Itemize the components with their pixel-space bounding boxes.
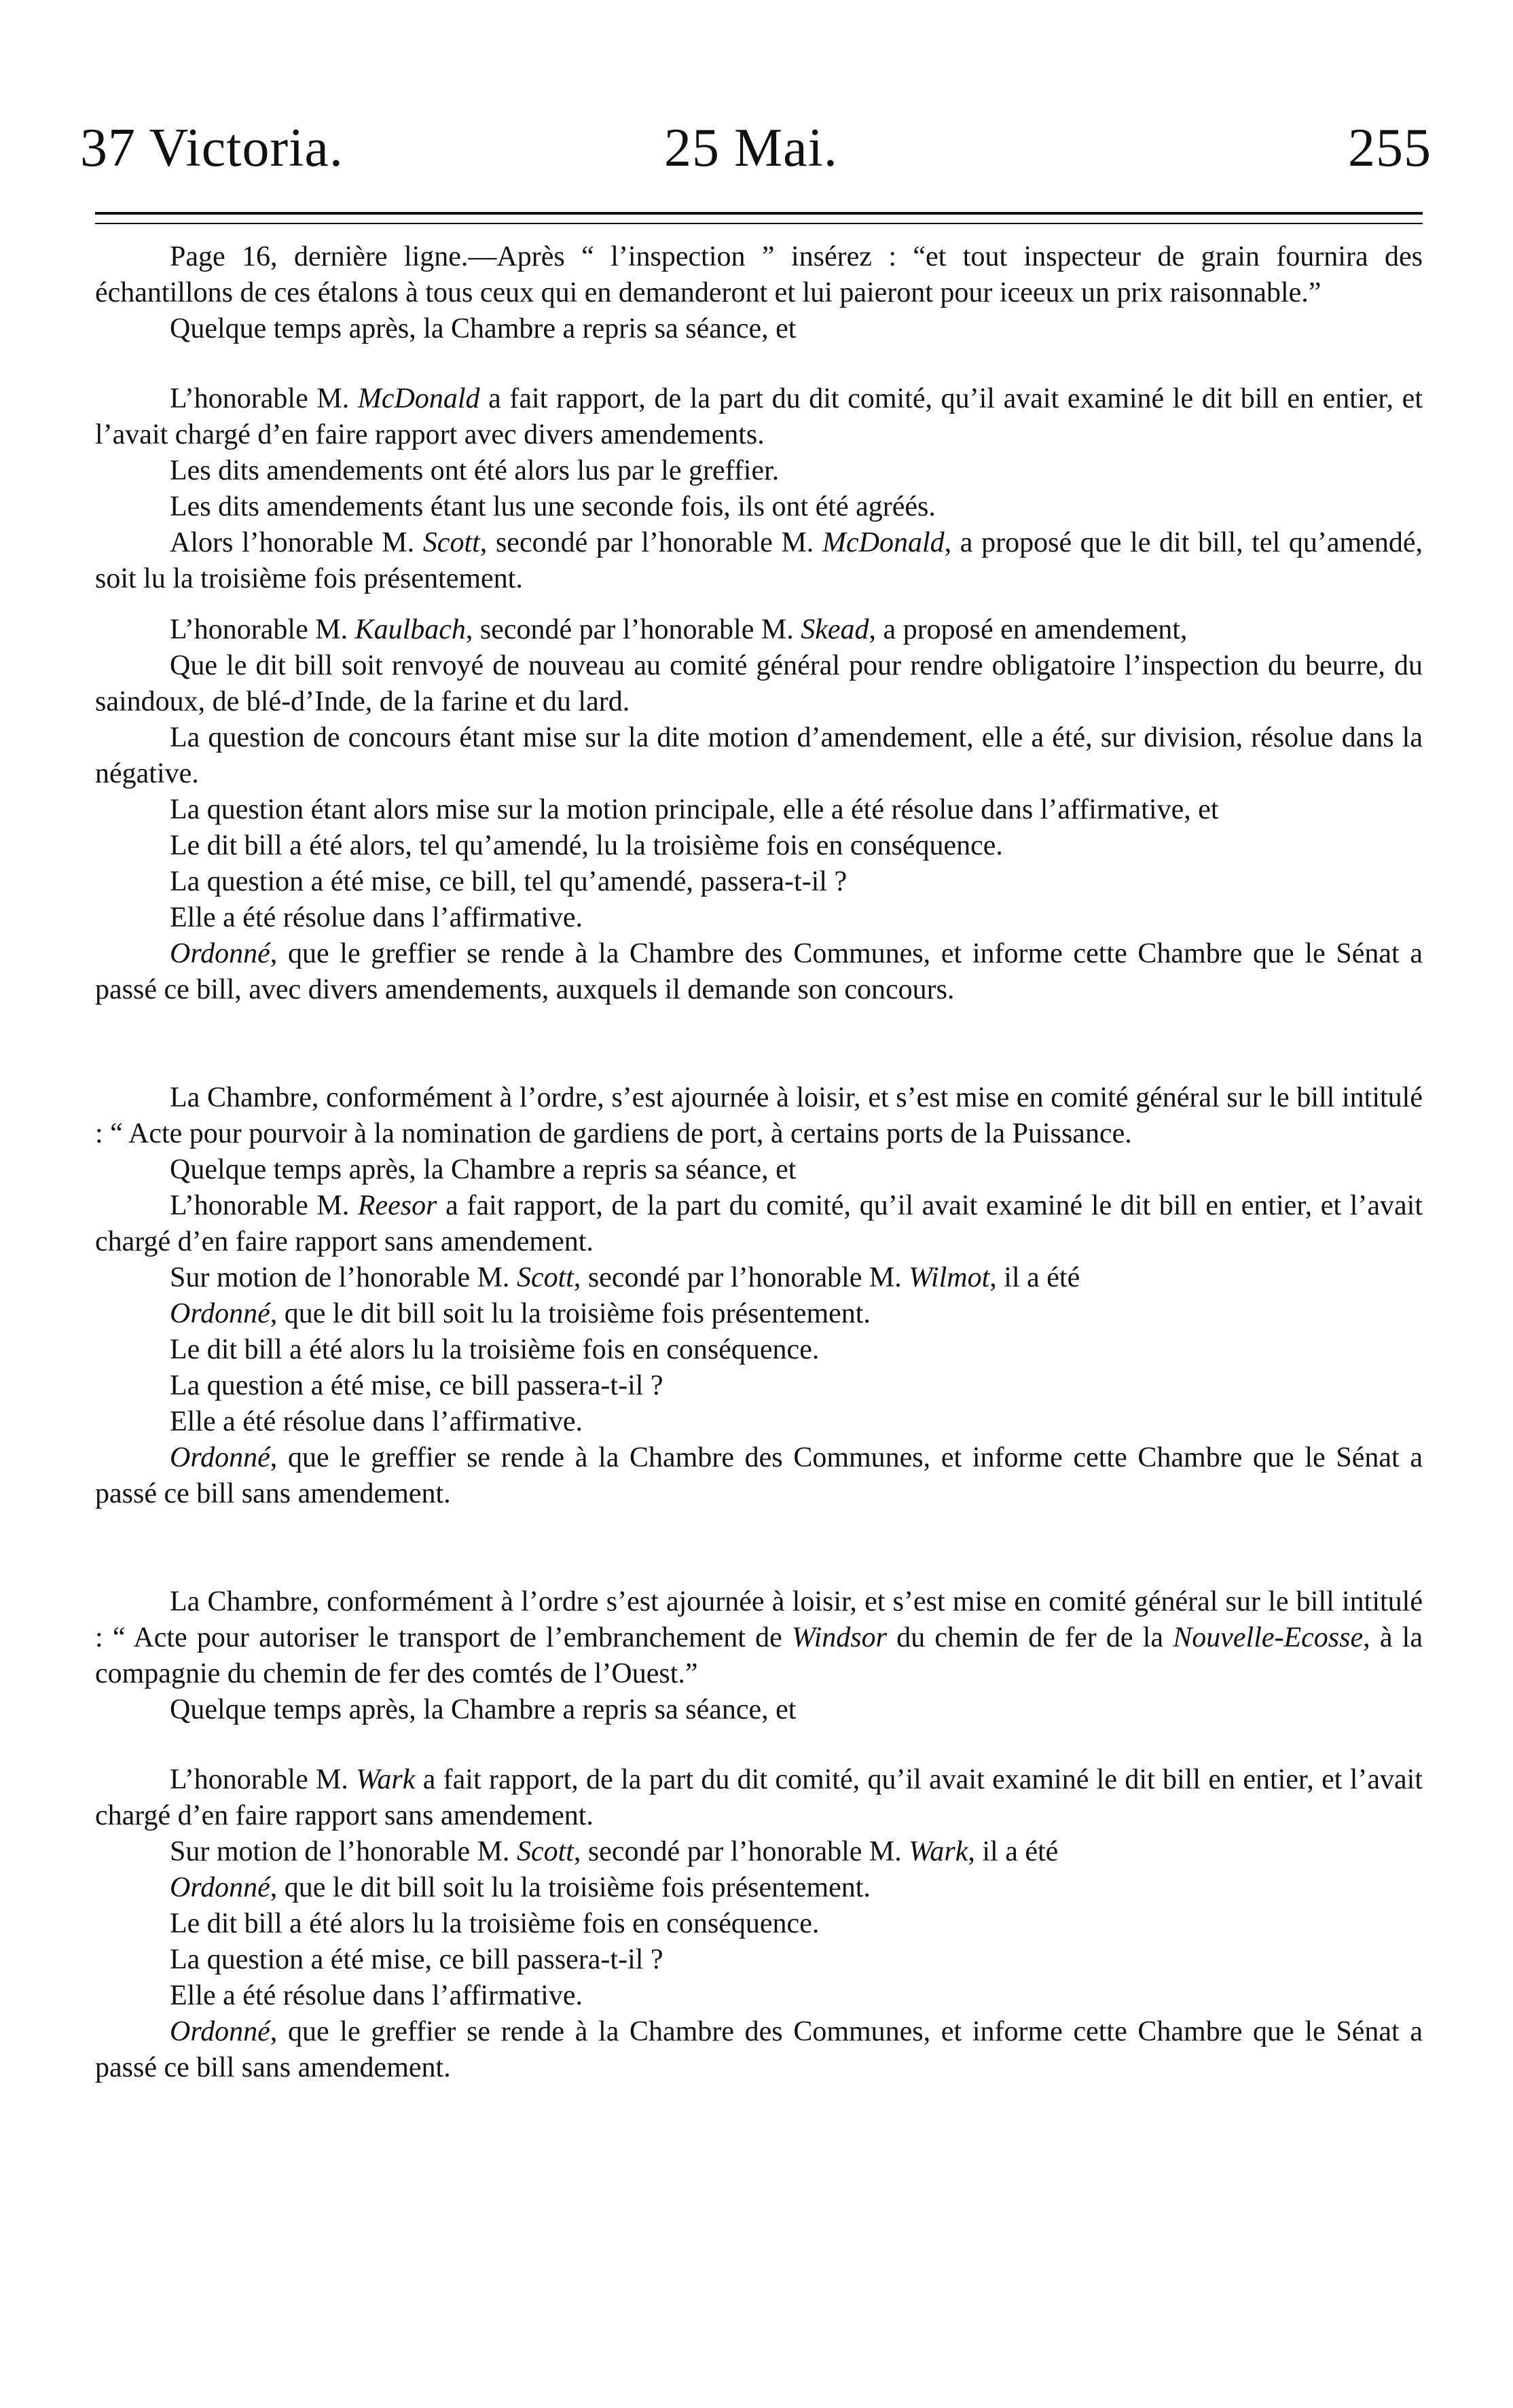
header-session: 37 Victoria. [80, 118, 344, 178]
paragraph: La question a été mise, ce bill passera-t-il ? [170, 1944, 663, 1975]
paragraph: Les dits amendements ont été alors lus par le greffier. [170, 455, 780, 486]
page-number: 255 [1348, 118, 1432, 178]
ordonne-word: Ordonné [170, 2016, 270, 2047]
paragraph: Ordonné, que le greffier se rende à la Chambre des Communes, et informe cette Chambre que le Sénat a passé ce bill, avec divers amendements, auxquels il demande son concours. [95, 938, 1423, 1005]
paragraph: La question étant alors mise sur la motion principale, elle a été résolue dans l’affirmative, et [170, 794, 1219, 825]
senator-name: Skead [801, 614, 869, 645]
ordonne-word: Ordonné [170, 1298, 270, 1329]
paragraph: La Chambre, conformément à l’ordre s’est ajournée à loisir, et s’est mise en comité général sur le bill intitulé : “ Acte pour autoriser le transport de l’embranchement de Windsor du chemin de fer de la Nouvelle-Ecosse, à la compagnie du chemin de fer des comtés de l’Ouest.” [95, 1586, 1423, 1689]
paragraph: Le dit bill a été alors, tel qu’amendé, lu la troisième fois en conséquence. [170, 830, 1003, 861]
senator-name: Wark [356, 1764, 416, 1795]
paragraph: Elle a été résolue dans l’affirmative. [170, 1980, 583, 2011]
header-rule-thin [95, 223, 1423, 224]
paragraph: La question de concours étant mise sur la dite motion d’amendement, elle a été, sur division, résolue dans la négative. [95, 722, 1423, 789]
page-header [80, 107, 1432, 189]
paragraph: La question a été mise, ce bill, tel qu’amendé, passera-t-il ? [170, 866, 847, 897]
paragraph: Page 16, dernière ligne.—Après “ l’inspection ” insérez : “et tout inspecteur de grain fournira des échantillons de ces étalons à tous ceux qui en demanderont et lui paieront pour iceeux un prix raisonnable.” [95, 241, 1423, 308]
paragraph: Sur motion de l’honorable M. Scott, secondé par l’honorable M. Wark, il a été [170, 1836, 1059, 1867]
place-name: Windsor [791, 1622, 887, 1653]
paragraph: L’honorable M. Kaulbach, secondé par l’honorable M. Skead, a proposé en amendement, [170, 614, 1188, 645]
paragraph: Quelque temps après, la Chambre a repris sa séance, et [170, 1694, 797, 1725]
paragraph: Ordonné, que le dit bill soit lu la troisième fois présentement. [170, 1298, 871, 1329]
spacer [95, 1512, 1423, 1584]
paragraph: L’honorable M. McDonald a fait rapport, de la part du dit comité, qu’il avait examiné le dit bill en entier, et l’avait chargé d’en faire rapport avec divers amendements. [95, 383, 1423, 450]
paragraph: Elle a été résolue dans l’affirmative. [170, 1406, 583, 1437]
paragraph: L’honorable M. Reesor a fait rapport, de la part du comité, qu’il avait examiné le dit bill en entier, et l’avait chargé d’en faire rapport sans amendement. [95, 1190, 1423, 1257]
paragraph: L’honorable M. Wark a fait rapport, de la part du dit comité, qu’il avait examiné le dit bill en entier, et l’avait chargé d’en faire rapport sans amendement. [95, 1764, 1423, 1831]
header-rule-thick [95, 212, 1423, 215]
senator-name: McDonald [822, 527, 945, 558]
paragraph: Quelque temps après, la Chambre a repris sa séance, et [170, 313, 797, 344]
paragraph: Que le dit bill soit renvoyé de nouveau au comité général pour rendre obligatoire l’inspection du beurre, du saindoux, de blé-d’Inde, de la farine et du lard. [95, 650, 1423, 717]
senator-name: Scott [516, 1262, 574, 1293]
paragraph: Ordonné, que le greffier se rende à la Chambre des Communes, et informe cette Chambre que le Sénat a passé ce bill sans amendement. [95, 2016, 1423, 2083]
spacer [95, 1728, 1423, 1762]
paragraph: Alors l’honorable M. Scott, secondé par l’honorable M. McDonald, a proposé que le dit bill, tel qu’amendé, soit lu la troisième fois présentement. [95, 527, 1423, 594]
paragraph: La Chambre, conformément à l’ordre, s’est ajournée à loisir, et s’est mise en comité général sur le bill intitulé : “ Acte pour pourvoir à la nomination de gardiens de port, à certains ports de la Puissance. [95, 1082, 1423, 1149]
senator-name: Wark [909, 1836, 968, 1867]
paragraph: Ordonné, que le greffier se rende à la Chambre des Communes, et informe cette Chambre que le Sénat a passé ce bill sans amendement. [95, 1442, 1423, 1509]
senator-name: Kaulbach [354, 614, 466, 645]
journal-text [95, 239, 1423, 2086]
spacer [95, 347, 1423, 381]
senator-name: Scott [516, 1836, 574, 1867]
ordonne-word: Ordonné [170, 1442, 270, 1473]
spacer [95, 597, 1423, 612]
ordonne-word: Ordonné [170, 1872, 270, 1903]
header-date: 25 Mai. [664, 118, 838, 178]
paragraph: Elle a été résolue dans l’affirmative. [170, 902, 583, 933]
paragraph: Quelque temps après, la Chambre a repris sa séance, et [170, 1154, 797, 1185]
paragraph: Ordonné, que le dit bill soit lu la troisième fois présentement. [170, 1872, 871, 1903]
senator-name: McDonald [357, 383, 480, 414]
paragraph: Le dit bill a été alors lu la troisième fois en conséquence. [170, 1334, 820, 1365]
ordonne-word: Ordonné [170, 938, 270, 969]
spacer [95, 1008, 1423, 1080]
paragraph: La question a été mise, ce bill passera-t-il ? [170, 1370, 663, 1401]
paragraph: Sur motion de l’honorable M. Scott, secondé par l’honorable M. Wilmot, il a été [170, 1262, 1080, 1293]
paragraph: Le dit bill a été alors lu la troisième fois en conséquence. [170, 1908, 820, 1939]
senator-name: Scott [422, 527, 480, 558]
paragraph: Les dits amendements étant lus une seconde fois, ils ont été agréés. [170, 491, 936, 522]
senator-name: Wilmot [909, 1262, 990, 1293]
place-name: Nouvelle-Ecosse [1173, 1622, 1364, 1653]
senator-name: Reesor [357, 1190, 437, 1221]
